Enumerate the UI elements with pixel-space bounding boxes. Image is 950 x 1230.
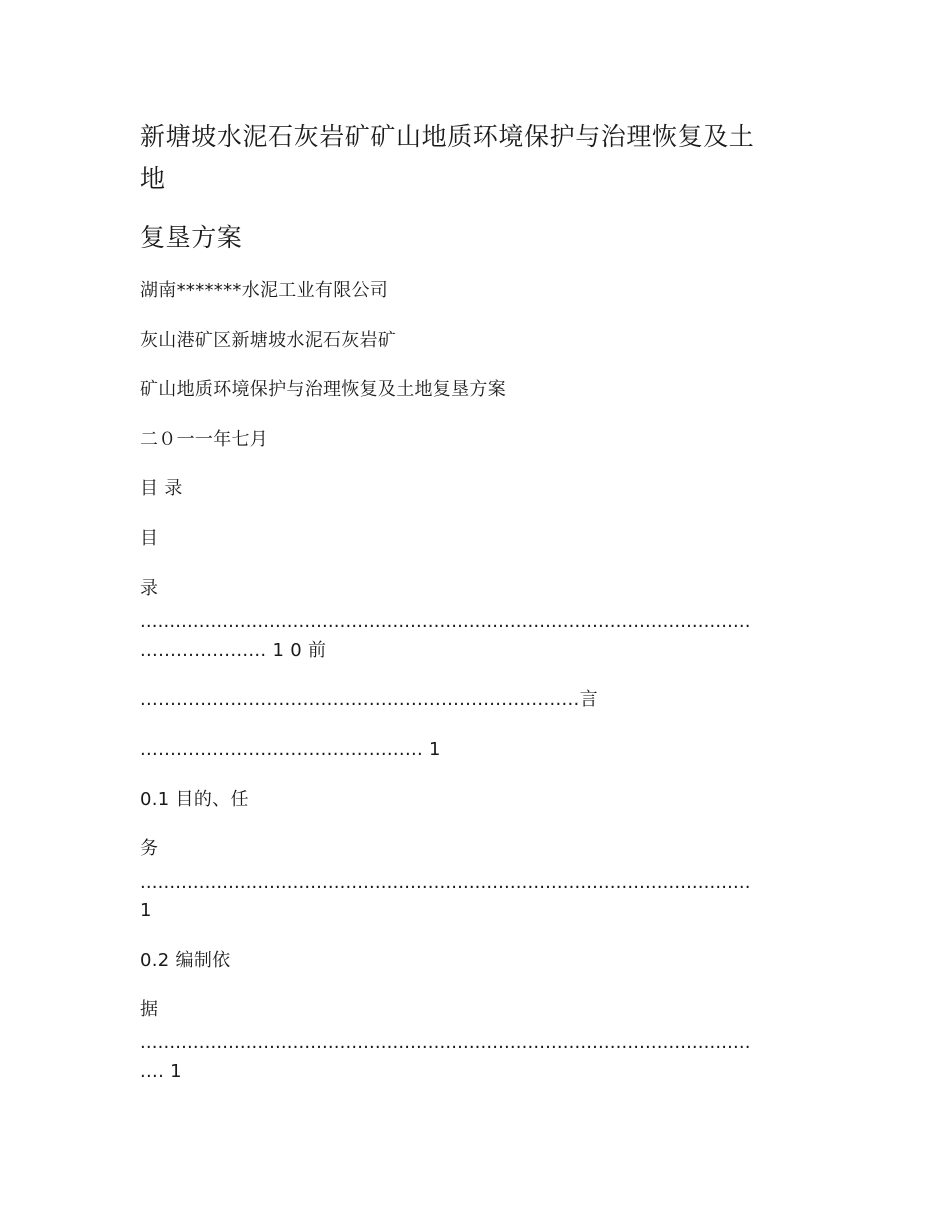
document-title-line-1: 新塘坡水泥石灰岩矿矿山地质环境保护与治理恢复及土: [140, 122, 755, 151]
document-title-line-2: 地: [140, 164, 166, 193]
plan-name: 矿山地质环境保护与治理恢复及土地复垦方案: [140, 379, 506, 400]
company-name: 湖南*******水泥工业有限公司: [140, 280, 389, 301]
document-title-line-3: 复垦方案: [140, 223, 243, 252]
toc-line: ............................................... 1: [140, 739, 441, 760]
toc-page-number: 1: [140, 900, 152, 921]
toc-leader-dots: ........................................................................................................: [140, 872, 751, 893]
toc-leader-dots: ........................................................................................................: [140, 611, 751, 632]
toc-leader-dots: ........................................................................................................: [140, 1032, 751, 1053]
toc-line: 录: [140, 578, 159, 599]
toc-line: 据: [140, 999, 159, 1020]
toc-entry-0-1: 0.1 目的、任: [140, 789, 249, 810]
toc-page-number: .... 1: [140, 1061, 182, 1082]
toc-entry-0-2: 0.2 编制依: [140, 950, 231, 971]
toc-line: ..................... 1 0 前: [140, 640, 327, 661]
toc-line: .........................................................................言: [140, 689, 598, 710]
toc-heading: 目 录: [140, 478, 183, 499]
document-date: 二０一一年七月: [140, 429, 269, 450]
toc-line: 目: [140, 528, 159, 549]
toc-line: 务: [140, 838, 159, 859]
mine-name: 灰山港矿区新塘坡水泥石灰岩矿: [140, 330, 397, 351]
